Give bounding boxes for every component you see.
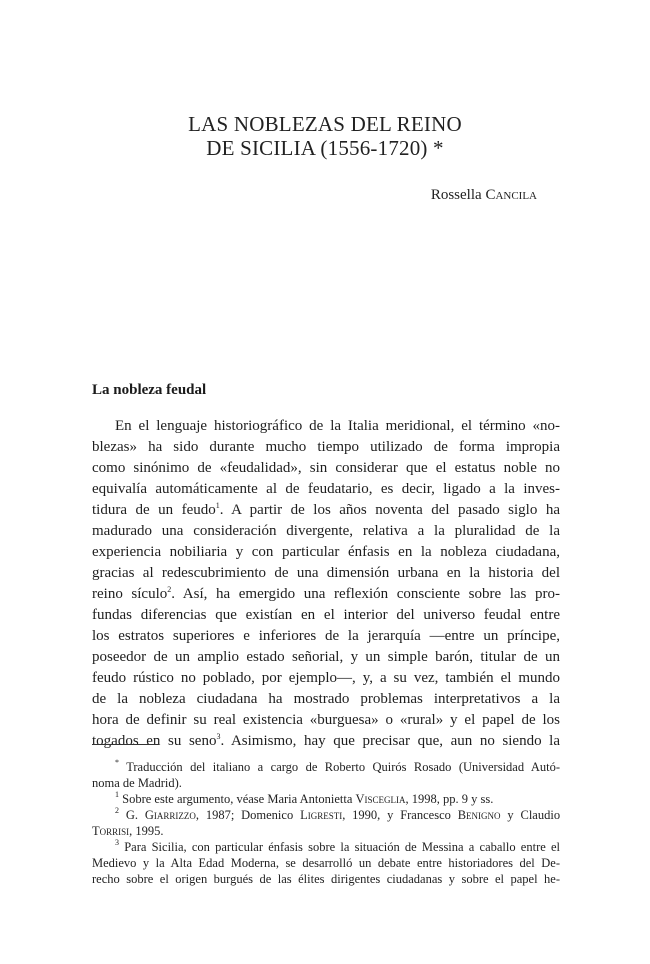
footnote-text: , 1987; Domenico (195, 808, 294, 822)
body-text-fragment: . A partir de los años noventa del pasado siglo ha (219, 502, 560, 518)
footnote-3-cont: recho sobre el origen burgués de las élites dirigentes ciudadanas y sobre el papel he- (92, 872, 560, 886)
footnote-ref-3[interactable]: 3 (216, 732, 221, 741)
body-text-fragment: reino sículo (92, 586, 168, 602)
body-line: equivalía automáticamente al de feudatario, es decir, ligado a la inves- (92, 481, 560, 497)
author-last-name: Cancila (485, 187, 537, 203)
body-line: feudo rústico no poblado, por ejemplo—, y, a su vez, también el mundo (92, 670, 560, 686)
footnote-text: G. (125, 808, 138, 822)
footnote-text: Para Sicilia, con particular énfasis sobre la situación de Messina a caballo entre el (124, 840, 561, 854)
chapter-title-line-2: DE SICILIA (1556-1720) * (206, 136, 444, 160)
body-line: experiencia nobiliaria y con particular énfasis en la nobleza ciudadana, (92, 544, 560, 560)
author-first-name: Rossella (430, 187, 482, 203)
body-paragraph (92, 416, 560, 752)
chapter-title-line-1: LAS NOBLEZAS DEL REINO (188, 112, 462, 136)
footnote-3-cont: Medievo y la Alta Edad Moderna, se desarrolló un debate entre historiadores del De- (92, 856, 560, 870)
body-line (92, 584, 560, 605)
body-line: de la nobleza ciudadana ha mostrado problemas interpretativos a la (92, 691, 560, 707)
cited-author: Visceglia (355, 792, 406, 806)
body-line: fundas diferencias que existían en el interior del universo feudal entre (92, 607, 560, 623)
footnote-marker: 2 (115, 806, 119, 815)
footnote-text: y Claudio (507, 808, 561, 822)
footnote-3 (92, 839, 560, 855)
cited-author: Benigno (457, 808, 501, 822)
section-heading: La nobleza feudal (92, 382, 207, 398)
footnote-text: Sobre este argumento, véase Maria Antonietta (122, 792, 353, 806)
footnote-divider (92, 744, 159, 745)
body-line: poseedor de un amplio estado señorial, y un simple barón, titular de un (92, 649, 560, 665)
footnote-text: , 1990, y Francesco (342, 808, 451, 822)
body-line: blezas» ha sido durante mucho tiempo utilizado de forma impropia (92, 439, 560, 455)
footnote-ref-1[interactable]: 1 (215, 501, 220, 510)
footnote-marker: 3 (115, 838, 119, 847)
footnote-marker: 1 (115, 790, 119, 799)
body-line: hora de definir su real existencia «burguesa» o «rural» y el papel de los (92, 712, 560, 728)
footnote-text: Traducción del italiano a cargo de Roberto Quirós Rosado (Universidad Autó- (126, 760, 560, 774)
footnote-star-marker: * (115, 758, 119, 767)
cited-author: Giarrizzo (144, 808, 196, 822)
author-name (431, 187, 537, 204)
chapter-title (0, 112, 650, 160)
body-text-fragment: togados en su seno (92, 733, 217, 749)
body-line: gracias al redescubrimiento de una dimensión urbana en la historia del (92, 565, 560, 581)
body-line: En el lenguaje historiográfico de la Italia meridional, el término «no- (115, 418, 560, 434)
footnotes (92, 759, 560, 887)
footnote-text: , 1995. (129, 824, 164, 838)
body-text-fragment: tidura de un feudo (92, 502, 216, 518)
footnote-2-cont (92, 823, 560, 839)
cited-author: Ligresti (300, 808, 343, 822)
body-line (92, 500, 560, 521)
cited-author: Torrisi (92, 824, 130, 838)
footnote-ref-2[interactable]: 2 (167, 585, 172, 594)
body-line: madurado una consideración divergente, relativa a la pluralidad de la (92, 523, 560, 539)
footnote-star (92, 759, 560, 775)
body-line (92, 731, 560, 752)
body-text-fragment: . Así, ha emergido una reflexión consciente sobre las pro- (171, 586, 560, 602)
footnote-text: , 1998, pp. 9 y ss. (405, 792, 494, 806)
body-line: los estratos superiores e inferiores de la jerarquía —entre un príncipe, (92, 628, 560, 644)
body-line: como sinónimo de «feudalidad», sin considerar que el estatus noble no (92, 460, 560, 476)
footnote-2 (92, 807, 560, 823)
body-text-fragment: . Asimismo, hay que precisar que, aun no siendo la (220, 733, 561, 749)
footnote-star-cont: noma de Madrid). (92, 776, 182, 790)
footnote-1 (92, 791, 560, 807)
